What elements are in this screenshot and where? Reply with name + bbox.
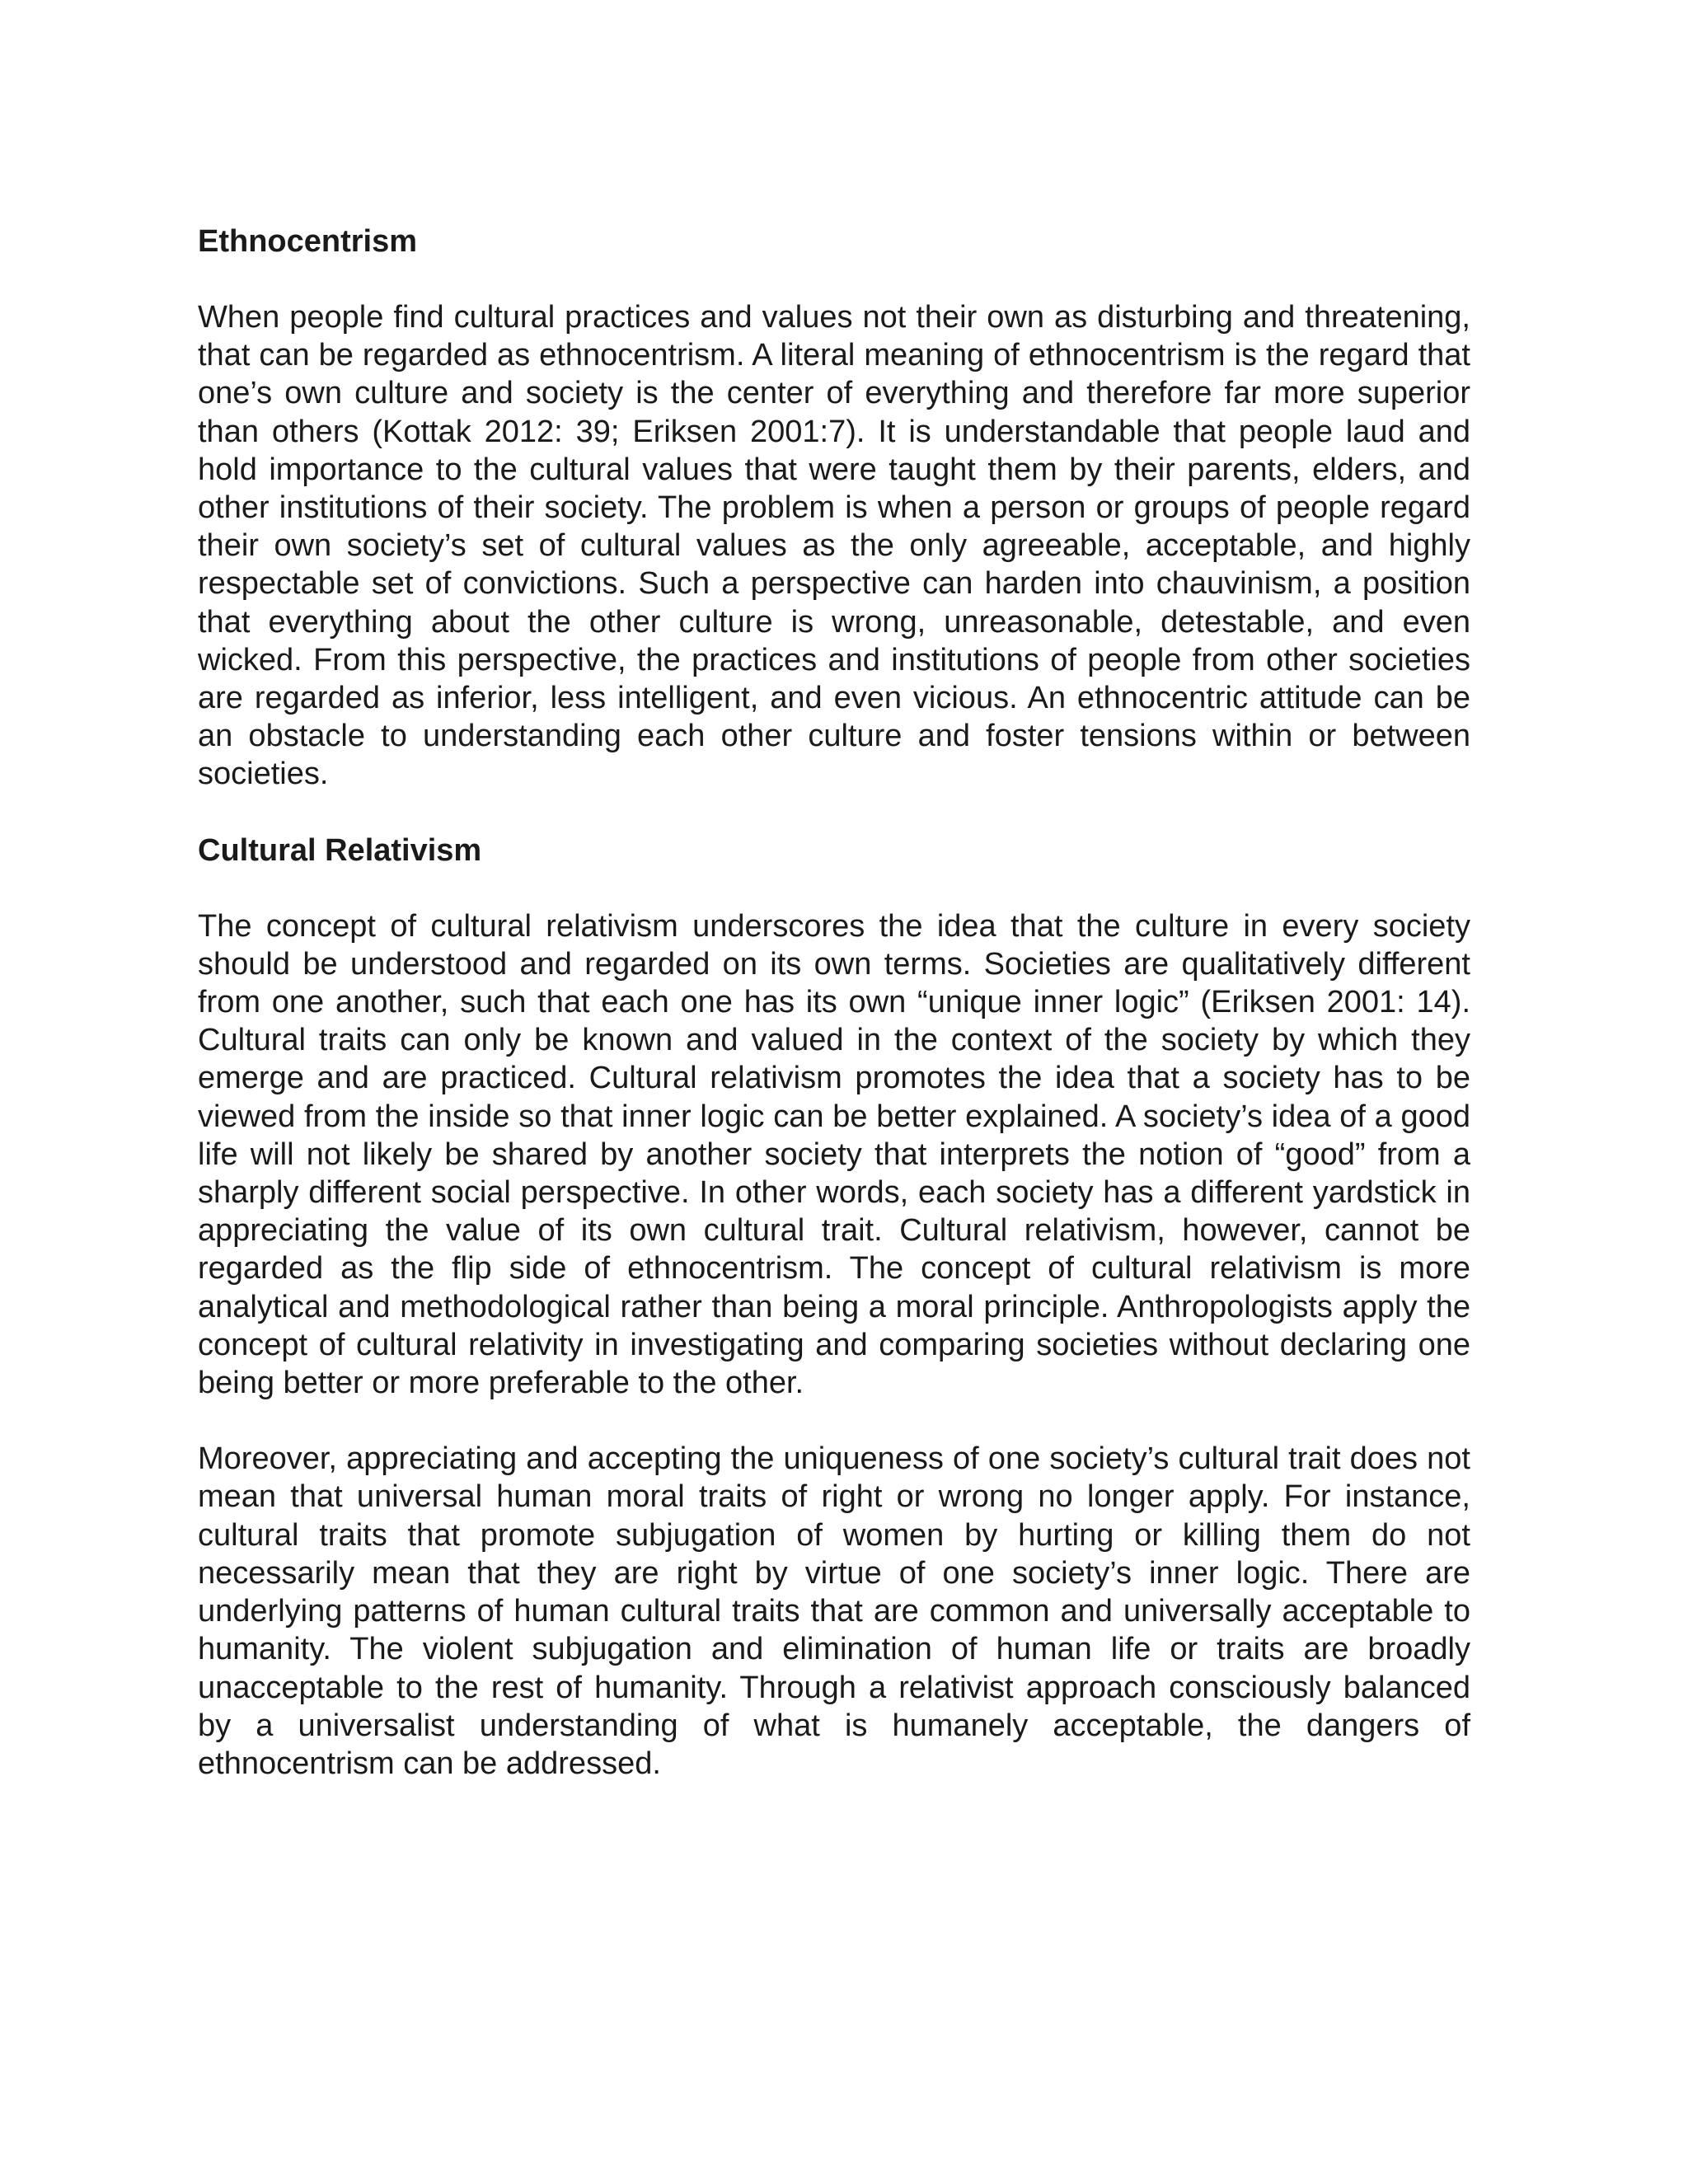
ethnocentrism-paragraph: When people find cultural practices and values not their own as disturbing and threatening, that can be regarded as ethnocentrism. A literal meaning of ethnocentrism is the regard that one’s own culture and society is the center of everything and therefore far more superior than others (Kottak 2012: 39; Eriksen 2001:7). It is understandable that people laud and hold importance to the cultural values that were taught them by their parents, elders, and other institutions of their society. The problem is when a person or groups of people regard their own society’s set of cultural values as the only agreeable, acceptable, and highly respectable set of convictions. Such a perspective can harden into chauvinism, a position that everything about the other culture is wrong, unreasonable, detestable, and even wicked. From this perspective, the practices and institutions of people from other societies are regarded as inferior, less intelligent, and even vicious. An ethnocentric attitude can be an obstacle to understanding each other culture and foster tensions within or between societies. <box>198 300 1470 792</box>
cultural-relativism-paragraph-2: Moreover, appreciating and accepting the uniqueness of one society’s cultural trait does not mean that universal human moral traits of right or wrong no longer apply. For instance, cultural traits that promote subjugation of women by hurting or killing them do not necessarily mean that they are right by virtue of one society’s inner logic. There are underlying patterns of human cultural traits that are common and universally acceptable to humanity. The violent subjugation and elimination of human life or traits are broadly unacceptable to the rest of humanity. Through a relativist approach consciously balanced by a universalist understanding of what is humanely acceptable, the dangers of ethnocentrism can be addressed. <box>198 1441 1470 1781</box>
section-heading-ethnocentrism: Ethnocentrism <box>198 224 418 259</box>
document-page <box>198 223 1470 1783</box>
section-heading-cultural-relativism: Cultural Relativism <box>198 832 482 868</box>
cultural-relativism-paragraph-1: The concept of cultural relativism underscores the idea that the culture in every society should be understood and regarded on its own terms. Societies are qualitatively different from one another, such that each one has its own “unique inner logic” (Eriksen 2001: 14). Cultural traits can only be known and valued in the context of the society by which they emerge and are practiced. Cultural relativism promotes the idea that a society has to be viewed from the inside so that inner logic can be better explained. A society’s idea of a good life will not likely be shared by another society that interprets the notion of “good” from a sharply different social perspective. In other words, each society has a different yardstick in appreciating the value of its own cultural trait. Cultural relativism, however, cannot be regarded as the flip side of ethnocentrism. The concept of cultural relativism is more analytical and methodological rather than being a moral principle. Anthropologists apply the concept of cultural relativity in investigating and comparing societies without declaring one being better or more preferable to the other. <box>198 908 1470 1401</box>
